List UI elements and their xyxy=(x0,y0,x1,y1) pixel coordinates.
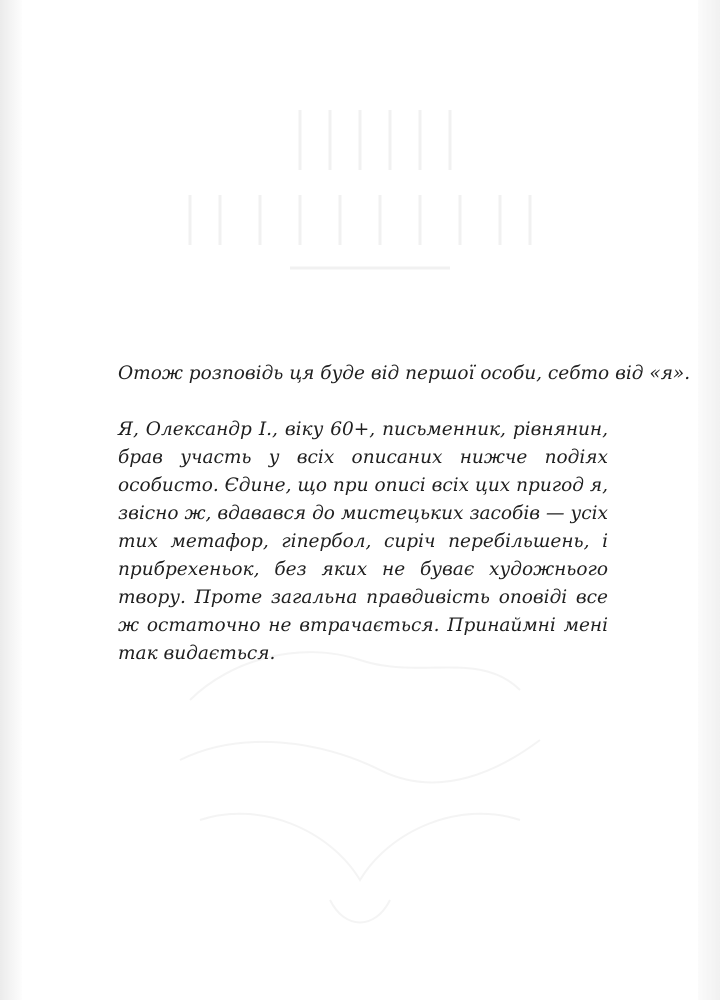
page-edge-shadow xyxy=(698,0,720,1000)
body-text xyxy=(118,360,691,668)
paragraph-intro: Отож розповідь ця буде від першої особи, себто від «я». xyxy=(118,363,691,384)
page-gutter-shadow xyxy=(0,0,22,1000)
paragraph-main: Я, Олександр І., віку 60+, письменник, рівнянин, брав участь у всіх описаних нижче подіях особисто. Єдине, що при описі всіх цих пригод я, звісно ж, вдавався до мистецьких засобів — усіх тих метафор, гіпербол, сиріч перебільшень, і прибрехеньок, без яких не буває художнього твору. Проте загальна правдивість оповіді все ж остаточно не втрачається. Принаймні мені так видається. xyxy=(118,419,608,664)
